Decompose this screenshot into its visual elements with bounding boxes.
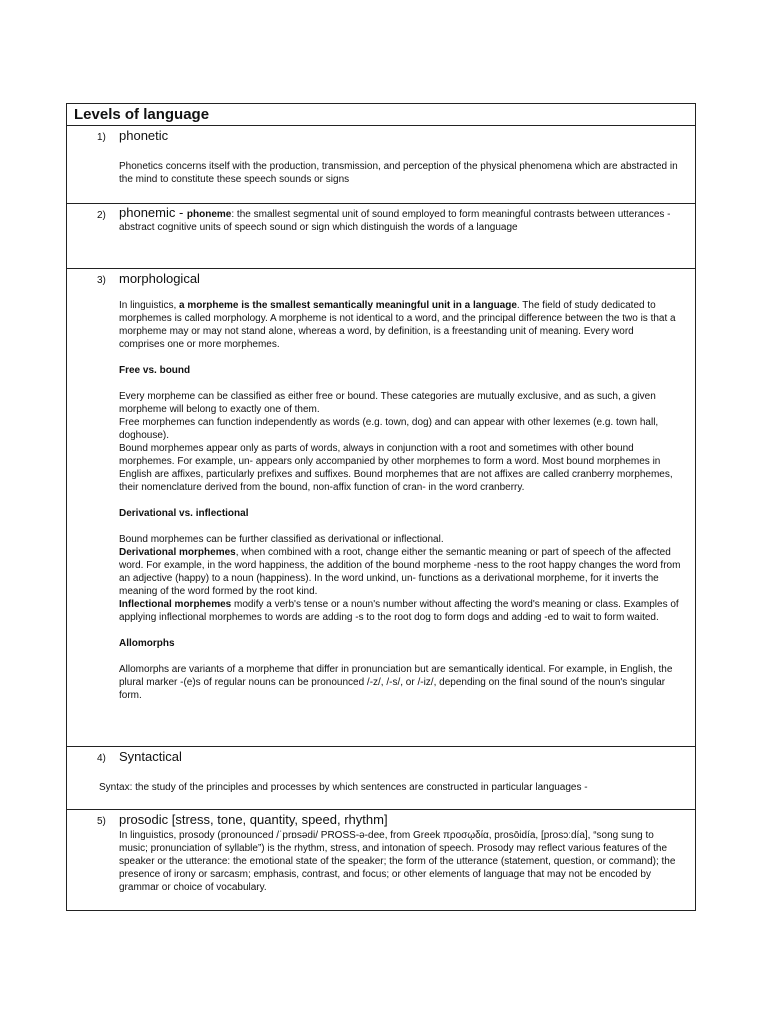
paragraph-inflectional [119, 598, 681, 624]
section-body [119, 299, 681, 702]
paragraph: Allomorphs are variants of a morpheme that differ in pronunciation but are semantically identical. For example, in English, the plural marker -(e)s of regular nouns can be pronounced /-z/, /-s/, or /-iz/, depending on the final sound of the noun's singular form. [119, 664, 673, 701]
section-body [119, 206, 681, 234]
inflectional-term: Inflectional morphemes [119, 599, 232, 610]
section-number: 5) [97, 816, 106, 827]
section-number: 4) [97, 753, 106, 764]
morpheme-intro [119, 299, 681, 351]
intro-bold-text: a morpheme is the smallest semantically meaningful unit in a language [179, 300, 517, 311]
section-number: 1) [97, 132, 106, 143]
phoneme-definition: : the smallest segmental unit of sound employed to form meaningful contrasts between utterances - abstract cognitive units of speech sound or sign which distinguish the words of a language [119, 209, 671, 233]
section-heading: phonetic [119, 128, 169, 143]
phonetic-text: Phonetics concerns itself with the production, transmission, and perception of the physical phenomena which are abstracted in the mind to constitute these speech sounds or signs [119, 161, 678, 185]
section-phonetic [67, 126, 695, 204]
section-phonemic [67, 204, 695, 269]
section-heading: prosodic [stress, tone, quantity, speed, rhythm] [119, 812, 388, 827]
section-heading: morphological [119, 271, 200, 286]
paragraph: Free morphemes can function independently as words (e.g. town, dog) and can appear with other lexemes (e.g. town hall, doghouse). [119, 417, 659, 441]
table-title: Levels of language [74, 106, 210, 123]
table-title-row [67, 104, 695, 126]
section-morphological [67, 269, 695, 747]
paragraph: Bound morphemes can be further classified as derivational or inflectional. [119, 534, 444, 545]
subheading-allomorphs: Allomorphs [119, 638, 175, 649]
section-heading: phonemic - [119, 205, 187, 220]
section-number: 2) [97, 210, 106, 221]
syntax-text: Syntax: the study of the principles and processes by which sentences are constructed in particular languages - [99, 782, 588, 793]
subheading-free-bound: Free vs. bound [119, 365, 191, 376]
phoneme-term: phoneme [186, 209, 232, 220]
section-heading: Syntactical [119, 749, 182, 764]
section-number: 3) [97, 275, 106, 286]
section-prosodic [67, 810, 695, 910]
section-syntactical [67, 747, 695, 810]
section-body [119, 160, 681, 186]
derivational-term: Derivational morphemes [119, 547, 236, 558]
section-body [99, 781, 681, 794]
paragraph-derivational [119, 546, 681, 598]
paragraph: Bound morphemes appear only as parts of words, always in conjunction with a root and sometimes with other bound morphemes. For example, un- appears only accompanied by other morphemes to form a word. Most bound morphemes in English are affixes, particularly prefixes and suffixes. Bound morphemes that are not affixes are called cranberry morphemes, their nomenclature derived from the bound, non-affix function of cran- in the word cranberry. [119, 443, 673, 493]
intro-text: In linguistics, [119, 300, 180, 311]
paragraph: Every morpheme can be classified as either free or bound. These categories are mutually exclusive, and as such, a given morpheme will belong to exactly one of them. [119, 391, 656, 415]
inflectional-text: modify a verb's tense or a noun's number without affecting the word's meaning or class. Examples of applying inflectional morphemes to words are adding -s to the root dog to form dogs and adding -ed to wait to form waited. [119, 599, 679, 623]
levels-of-language-table [66, 103, 696, 911]
intro-text-rest: . The field of study dedicated to morphemes is called morphology. A morpheme is not identical to a word, and the principal difference between the two is that a morpheme may or may not stand alone, whereas a word, by definition, is a freestanding unit of meaning. Every word comprises one or more morphemes. [119, 300, 676, 350]
derivational-text: , when combined with a root, change either the semantic meaning or part of speech of the affected word. For example, in the word happiness, the addition of the bound morpheme -ness to the root happy changes the word from an adjective (happy) to a noun (happiness). In the word unkind, un- functions as a derivational morpheme, for it inverts the meaning of the word formed by the root kind. [119, 547, 681, 597]
subheading-derivational-inflectional: Derivational vs. inflectional [119, 508, 249, 519]
prosody-text: In linguistics, prosody (pronounced /ˈprɒsədi/ PROSS-ə-dee, from Greek προσῳδία, prosōidía, [prosɔːdía], “song sung to music; pronunciation of syllable”) is the rhythm, stress, and intonation of speech. Prosody may reflect various features of the speaker or the utterance: the emotional state of the speaker; the form of the utterance (statement, question, or command); the presence of irony or sarcasm; emphasis, contrast, and focus; or other elements of language that may not be encoded by grammar or choice of vocabulary. [119, 830, 676, 893]
section-body [119, 829, 681, 894]
